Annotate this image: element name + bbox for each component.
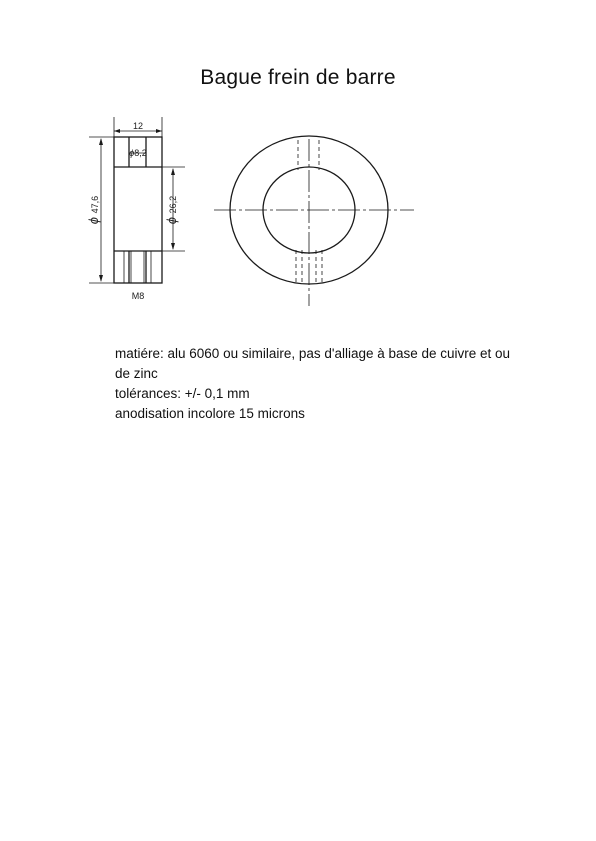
id-arrow-top (171, 168, 175, 175)
material-note: matiére: alu 6060 ou similaire, pas d'alliage à base de cuivre et ou de zinc (115, 346, 511, 381)
hole-diameter-label: ϕ8,2 (129, 148, 147, 158)
width-arrow-left (114, 129, 120, 133)
finish-note: anodisation incolore 15 microns (115, 406, 305, 421)
id-arrow-bottom (171, 243, 175, 250)
od-arrow-bottom (99, 275, 103, 282)
tolerance-note: tolérances: +/- 0,1 mm (115, 386, 250, 401)
inner-diameter-label: ϕ 26,2 (164, 195, 179, 225)
side-view-body (114, 137, 162, 283)
width-arrow-right (156, 129, 162, 133)
page-title: Bague frein de barre (200, 66, 396, 89)
od-arrow-top (99, 138, 103, 145)
width-label: 12 (132, 121, 144, 131)
outer-diameter-label: ϕ 47,6 (86, 195, 101, 225)
thread-label: M8 (131, 291, 145, 301)
notes-block (115, 344, 525, 424)
